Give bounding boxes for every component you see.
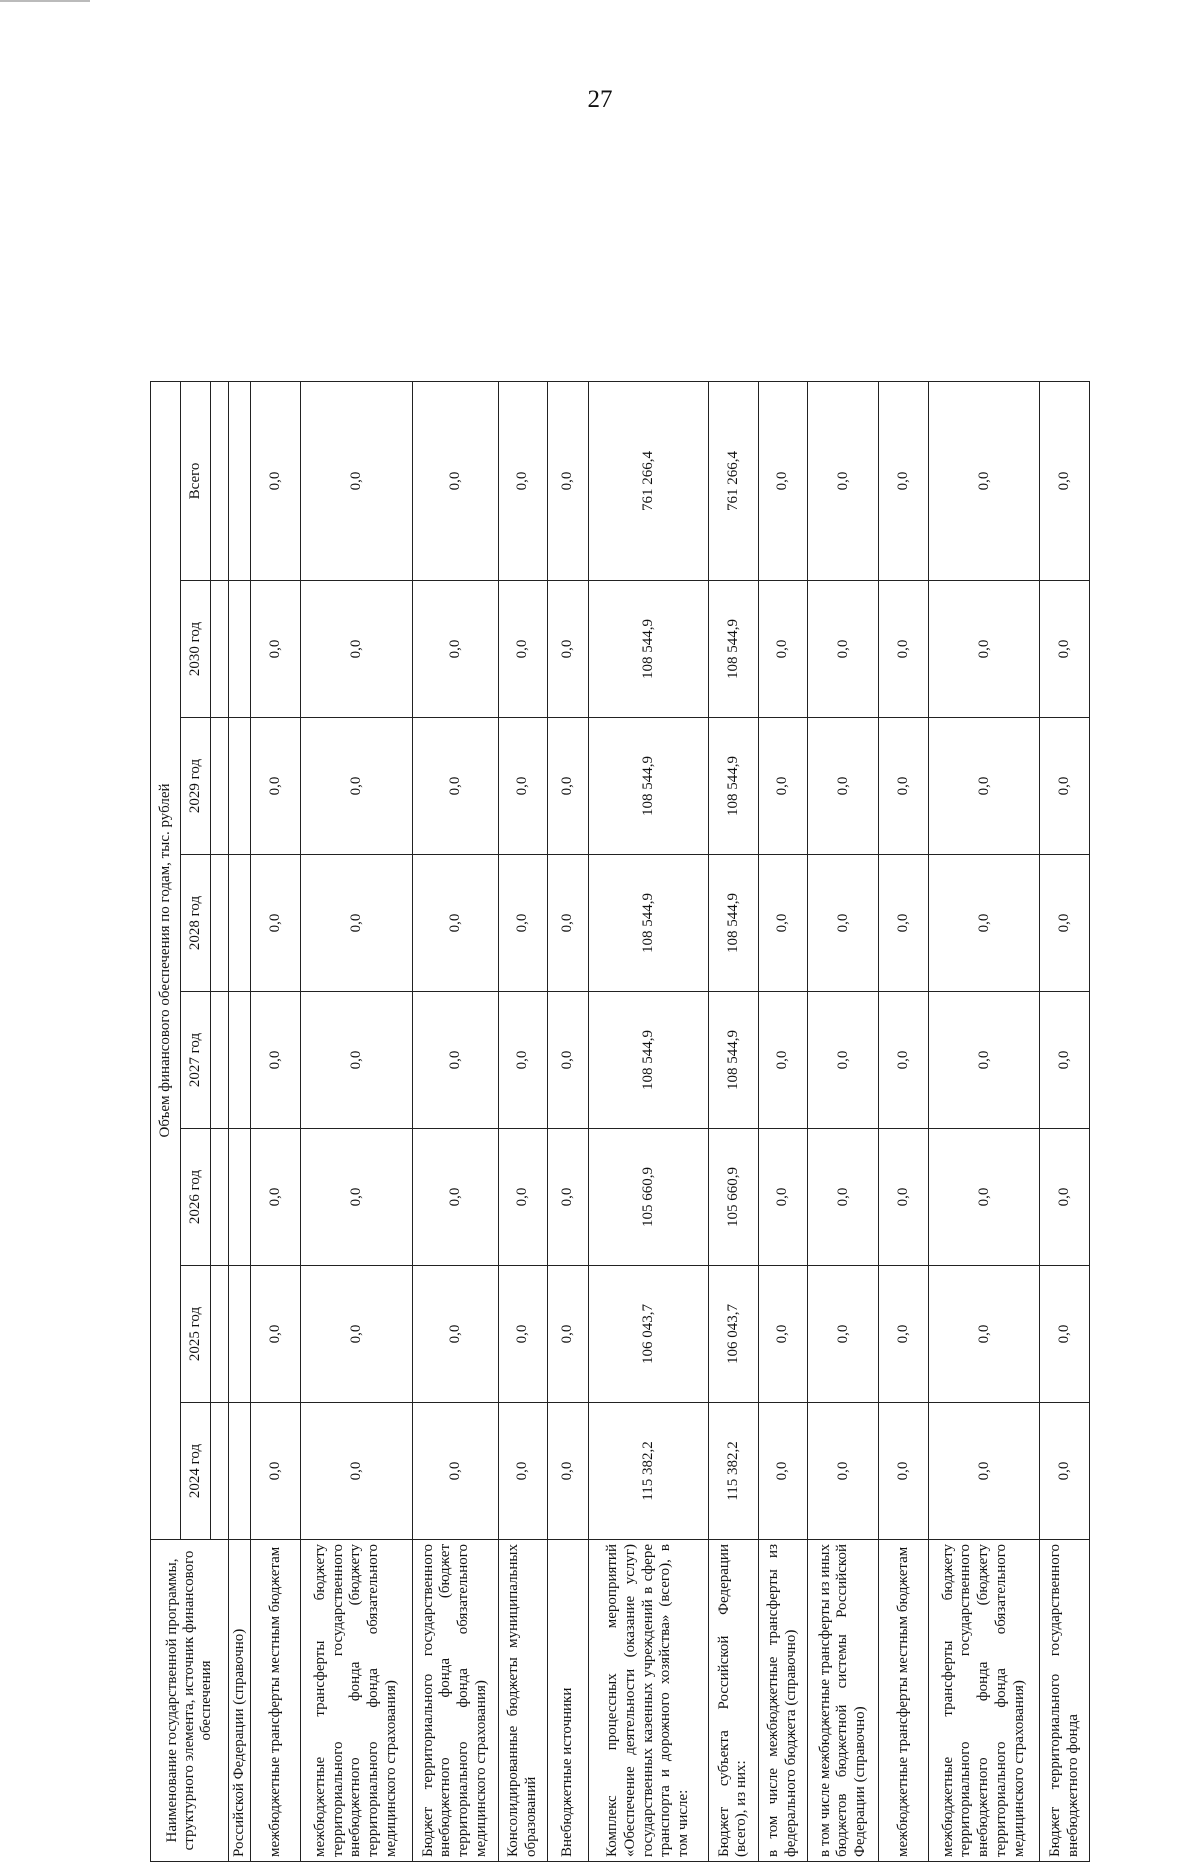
row-value: 0,0 — [879, 718, 928, 855]
row-value: 0,0 — [879, 855, 928, 992]
row-value: 0,0 — [498, 1403, 547, 1540]
table-row — [1040, 381, 1090, 1861]
row-value: 0,0 — [758, 718, 807, 855]
row-value — [229, 992, 251, 1129]
row-value: 0,0 — [879, 581, 928, 718]
header-year-2025: 2025 год — [181, 1266, 211, 1403]
row-name: межбюджетные трансферты бюджету территориального государственного внебюджетного фонда (бюджету территориального фонда обязательного медицинского страхования) — [928, 1540, 1040, 1862]
row-value: 0,0 — [300, 855, 412, 992]
row-value: 0,0 — [300, 718, 412, 855]
row-value: 0,0 — [547, 1403, 588, 1540]
row-value: 115 382,2 — [588, 1403, 708, 1540]
scan-edge-mark — [0, 0, 90, 2]
row-value: 0,0 — [251, 581, 300, 718]
row-name: Бюджет субъекта Российской Федерации (всего), из них: — [709, 1540, 758, 1862]
row-value: 106 043,7 — [588, 1266, 708, 1403]
row-value: 0,0 — [412, 381, 498, 580]
page-number: 27 — [587, 86, 613, 113]
row-value: 0,0 — [808, 381, 879, 580]
row-value: 0,0 — [547, 1266, 588, 1403]
row-value: 0,0 — [300, 1266, 412, 1403]
header-year-2028: 2028 год — [181, 855, 211, 992]
row-value: 0,0 — [498, 581, 547, 718]
row-value: 0,0 — [808, 992, 879, 1129]
header-spacer — [211, 992, 229, 1129]
table-row — [808, 381, 879, 1861]
row-value: 0,0 — [879, 381, 928, 580]
row-value: 761 266,4 — [709, 381, 758, 580]
header-year-2026: 2026 год — [181, 1129, 211, 1266]
row-name: Комплекс процессных мероприятий «Обеспечение деятельности (оказание услуг) государственных казенных учреждений в сфере транспорта и дорожного хозяйства» (всего), в том числе: — [588, 1540, 708, 1862]
row-value — [229, 1129, 251, 1266]
row-value: 0,0 — [412, 1403, 498, 1540]
row-name: межбюджетные трансферты местным бюджетам — [251, 1540, 300, 1862]
header-year-2024: 2024 год — [181, 1403, 211, 1540]
row-value: 115 382,2 — [709, 1403, 758, 1540]
row-value: 0,0 — [498, 855, 547, 992]
row-value: 0,0 — [1040, 855, 1090, 992]
row-value: 0,0 — [251, 718, 300, 855]
row-value: 0,0 — [300, 1403, 412, 1540]
row-name: Бюджет территориального государственного внебюджетного фонда — [1040, 1540, 1090, 1862]
row-value: 0,0 — [758, 1403, 807, 1540]
table-row — [709, 381, 758, 1861]
row-value: 0,0 — [1040, 1403, 1090, 1540]
row-value: 0,0 — [498, 718, 547, 855]
row-value: 0,0 — [928, 1403, 1040, 1540]
table-row — [928, 381, 1040, 1861]
row-value: 0,0 — [412, 855, 498, 992]
row-value: 761 266,4 — [588, 381, 708, 580]
row-value: 0,0 — [928, 855, 1040, 992]
row-value: 105 660,9 — [709, 1129, 758, 1266]
rotated-table-wrapper — [150, 382, 1090, 1862]
header-spacer — [211, 718, 229, 855]
row-value: 108 544,9 — [709, 855, 758, 992]
row-value: 0,0 — [300, 381, 412, 580]
row-value: 0,0 — [758, 1266, 807, 1403]
table-row — [251, 381, 300, 1861]
table-row — [758, 381, 807, 1861]
row-value: 0,0 — [412, 992, 498, 1129]
table-row — [879, 381, 928, 1861]
row-value: 0,0 — [928, 718, 1040, 855]
row-value: 0,0 — [412, 1266, 498, 1403]
row-value: 0,0 — [808, 581, 879, 718]
row-name: Внебюджетные источники — [547, 1540, 588, 1862]
row-value: 108 544,9 — [588, 581, 708, 718]
row-value: 0,0 — [1040, 381, 1090, 580]
header-funding-group: Объем финансового обеспечения по годам, тыс. рублей — [151, 381, 181, 1539]
row-value — [229, 718, 251, 855]
row-value: 0,0 — [758, 581, 807, 718]
row-value: 0,0 — [758, 381, 807, 580]
header-total: Всего — [181, 381, 211, 580]
row-value: 0,0 — [879, 1266, 928, 1403]
row-value: 0,0 — [1040, 1129, 1090, 1266]
header-year-2029: 2029 год — [181, 718, 211, 855]
row-value: 0,0 — [251, 381, 300, 580]
table-row — [498, 381, 547, 1861]
header-spacer — [211, 855, 229, 992]
row-value — [229, 1403, 251, 1540]
header-year-2030: 2030 год — [181, 581, 211, 718]
row-value: 0,0 — [498, 381, 547, 580]
row-name: Бюджет территориального государственного внебюджетного фонда (бюджет территориального фонда обязательного медицинского страхования) — [412, 1540, 498, 1862]
row-value: 0,0 — [547, 381, 588, 580]
row-value: 0,0 — [251, 855, 300, 992]
row-value: 0,0 — [1040, 581, 1090, 718]
row-value: 0,0 — [547, 718, 588, 855]
row-value: 108 544,9 — [709, 718, 758, 855]
row-value: 0,0 — [1040, 718, 1090, 855]
row-value: 0,0 — [879, 1403, 928, 1540]
row-value: 0,0 — [928, 1266, 1040, 1403]
row-value: 106 043,7 — [709, 1266, 758, 1403]
row-value — [229, 855, 251, 992]
row-value: 0,0 — [547, 581, 588, 718]
header-spacer — [211, 381, 229, 580]
row-value: 0,0 — [928, 581, 1040, 718]
row-value: 0,0 — [928, 1129, 1040, 1266]
row-value: 0,0 — [498, 992, 547, 1129]
table-row — [229, 381, 251, 1861]
header-year-2027: 2027 год — [181, 992, 211, 1129]
row-value: 0,0 — [251, 1403, 300, 1540]
row-value: 0,0 — [808, 1403, 879, 1540]
row-name: межбюджетные трансферты бюджету территориального государственного внебюджетного фонда (бюджету территориального фонда обязательного медицинского страхования) — [300, 1540, 412, 1862]
row-value: 0,0 — [251, 1129, 300, 1266]
row-name: межбюджетные трансферты местным бюджетам — [879, 1540, 928, 1862]
row-value: 108 544,9 — [709, 581, 758, 718]
header-spacer — [211, 581, 229, 718]
row-value: 0,0 — [758, 1129, 807, 1266]
row-value: 0,0 — [928, 992, 1040, 1129]
row-value: 108 544,9 — [588, 992, 708, 1129]
row-value: 0,0 — [412, 581, 498, 718]
row-value — [229, 581, 251, 718]
row-value: 0,0 — [300, 992, 412, 1129]
row-value: 108 544,9 — [588, 855, 708, 992]
row-value: 108 544,9 — [588, 718, 708, 855]
row-value: 0,0 — [928, 381, 1040, 580]
table-row — [412, 381, 498, 1861]
row-value: 105 660,9 — [588, 1129, 708, 1266]
row-value: 0,0 — [547, 992, 588, 1129]
table-row — [547, 381, 588, 1861]
row-value: 0,0 — [758, 855, 807, 992]
row-name: в том числе межбюджетные трансферты из федерального бюджета (справочно) — [758, 1540, 807, 1862]
row-value: 0,0 — [879, 1129, 928, 1266]
row-value: 108 544,9 — [709, 992, 758, 1129]
row-value — [229, 381, 251, 580]
row-value: 0,0 — [808, 1129, 879, 1266]
row-value: 0,0 — [251, 1266, 300, 1403]
row-value: 0,0 — [498, 1266, 547, 1403]
row-value: 0,0 — [412, 1129, 498, 1266]
row-name: в том числе межбюджетные трансферты из иных бюджетов бюджетной системы Российской Федерации (справочно) — [808, 1540, 879, 1862]
row-value: 0,0 — [412, 718, 498, 855]
row-value: 0,0 — [547, 1129, 588, 1266]
row-value: 0,0 — [300, 1129, 412, 1266]
row-value: 0,0 — [547, 855, 588, 992]
row-name: Консолидированные бюджеты муниципальных образований — [498, 1540, 547, 1862]
table-row — [588, 381, 708, 1861]
header-name-column: Наименование государственной программы, структурного элемента, источник финансового обеспечения — [151, 1540, 229, 1862]
row-value: 0,0 — [1040, 1266, 1090, 1403]
row-value: 0,0 — [808, 855, 879, 992]
row-value: 0,0 — [251, 992, 300, 1129]
table-row — [300, 381, 412, 1861]
funding-table — [150, 381, 1090, 1862]
header-spacer — [211, 1266, 229, 1403]
row-value: 0,0 — [498, 1129, 547, 1266]
row-value: 0,0 — [300, 581, 412, 718]
row-value: 0,0 — [808, 1266, 879, 1403]
header-spacer — [211, 1403, 229, 1540]
table-body — [229, 381, 1090, 1861]
header-spacer — [211, 1129, 229, 1266]
row-value: 0,0 — [758, 992, 807, 1129]
row-value: 0,0 — [808, 718, 879, 855]
row-value: 0,0 — [879, 992, 928, 1129]
row-name: Российской Федерации (справочно) — [229, 1540, 251, 1862]
row-value — [229, 1266, 251, 1403]
row-value: 0,0 — [1040, 992, 1090, 1129]
